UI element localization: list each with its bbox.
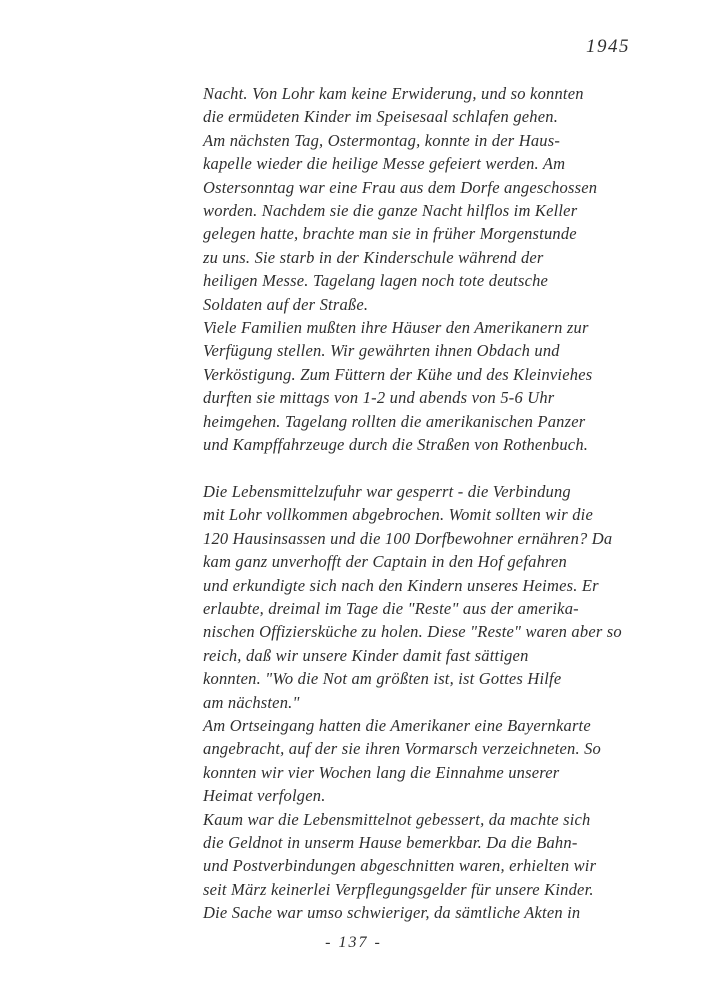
text-line: Am Ortseingang hatten die Amerikaner eine Bayernkarte [203,715,591,735]
text-line: durften sie mittags von 1-2 und abends von 5-6 Uhr [203,388,555,408]
text-line: angebracht, auf der sie ihren Vormarsch verzeichneten. So [203,739,602,759]
text-line: erlaubte, dreimal im Tage die "Reste" aus der amerika- [203,598,579,618]
text-line: am nächsten." [203,692,300,712]
paragraph [203,480,663,925]
text-line: heimgehen. Tagelang rollten die amerikanischen Panzer [203,411,586,431]
text-line: heiligen Messe. Tagelang lagen noch tote deutsche [203,271,549,291]
text-line: Die Sache war umso schwieriger, da sämtliche Akten in [203,903,581,923]
text-line: Ostersonntag war eine Frau aus dem Dorfe angeschossen [203,177,598,197]
text-line: Verköstigung. Zum Füttern der Kühe und des Kleinviehes [203,364,593,384]
text-line: Am nächsten Tag, Ostermontag, konnte in der Haus- [203,130,561,150]
text-line: mit Lohr vollkommen abgebrochen. Womit sollten wir die [203,505,593,525]
text-line: zu uns. Sie starb in der Kinderschule während der [203,247,544,267]
text-line: und erkundigte sich nach den Kindern unseres Heimes. Er [203,575,599,595]
text-line: worden. Nachdem sie die ganze Nacht hilflos im Keller [203,201,578,221]
text-line: Heimat verfolgen. [203,786,326,806]
text-line: 120 Hausinsassen und die 100 Dorfbewohner ernähren? Da [203,528,613,548]
handwritten-text-block [203,82,663,925]
text-line: Nacht. Von Lohr kam keine Erwiderung, und so konnten [203,84,584,103]
text-line: die Geldnot in unserm Hause bemerkbar. Da die Bahn- [203,832,578,852]
text-line: Soldaten auf der Straße. [203,294,369,314]
text-line: konnten wir vier Wochen lang die Einnahme unserer [203,762,560,782]
text-line: reich, daß wir unsere Kinder damit fast sättigen [203,645,529,665]
text-line: Kaum war die Lebensmittelnot gebessert, da machte sich [203,809,591,829]
text-line: und Kampffahrzeuge durch die Straßen von Rothenbuch. [203,435,589,455]
text-line: nischen Offiziersküche zu holen. Diese "Reste" waren aber so [203,622,622,642]
text-line: konnten. "Wo die Not am größten ist, ist Gottes Hilfe [203,669,562,689]
year-heading: 1945 [586,36,630,57]
text-line: Die Lebensmittelzufuhr war gesperrt - die Verbindung [203,481,571,501]
text-line: Viele Familien mußten ihre Häuser den Amerikanern zur [203,318,589,338]
page-number: - 137 - [325,934,382,951]
text-line: seit März keinerlei Verpflegungsgelder für unsere Kinder. [203,879,594,899]
text-line: Verfügung stellen. Wir gewährten ihnen Obdach und [203,341,560,361]
text-line: und Postverbindungen abgeschnitten waren, erhielten wir [203,856,597,876]
text-line: die ermüdeten Kinder im Speisesaal schlafen gehen. [203,107,559,127]
text-line: kapelle wieder die heilige Messe gefeiert werden. Am [203,154,566,174]
paragraph [203,82,663,457]
text-line: gelegen hatte, brachte man sie in früher Morgenstunde [203,224,577,244]
text-line: kam ganz unverhofft der Captain in den Hof gefahren [203,552,567,572]
